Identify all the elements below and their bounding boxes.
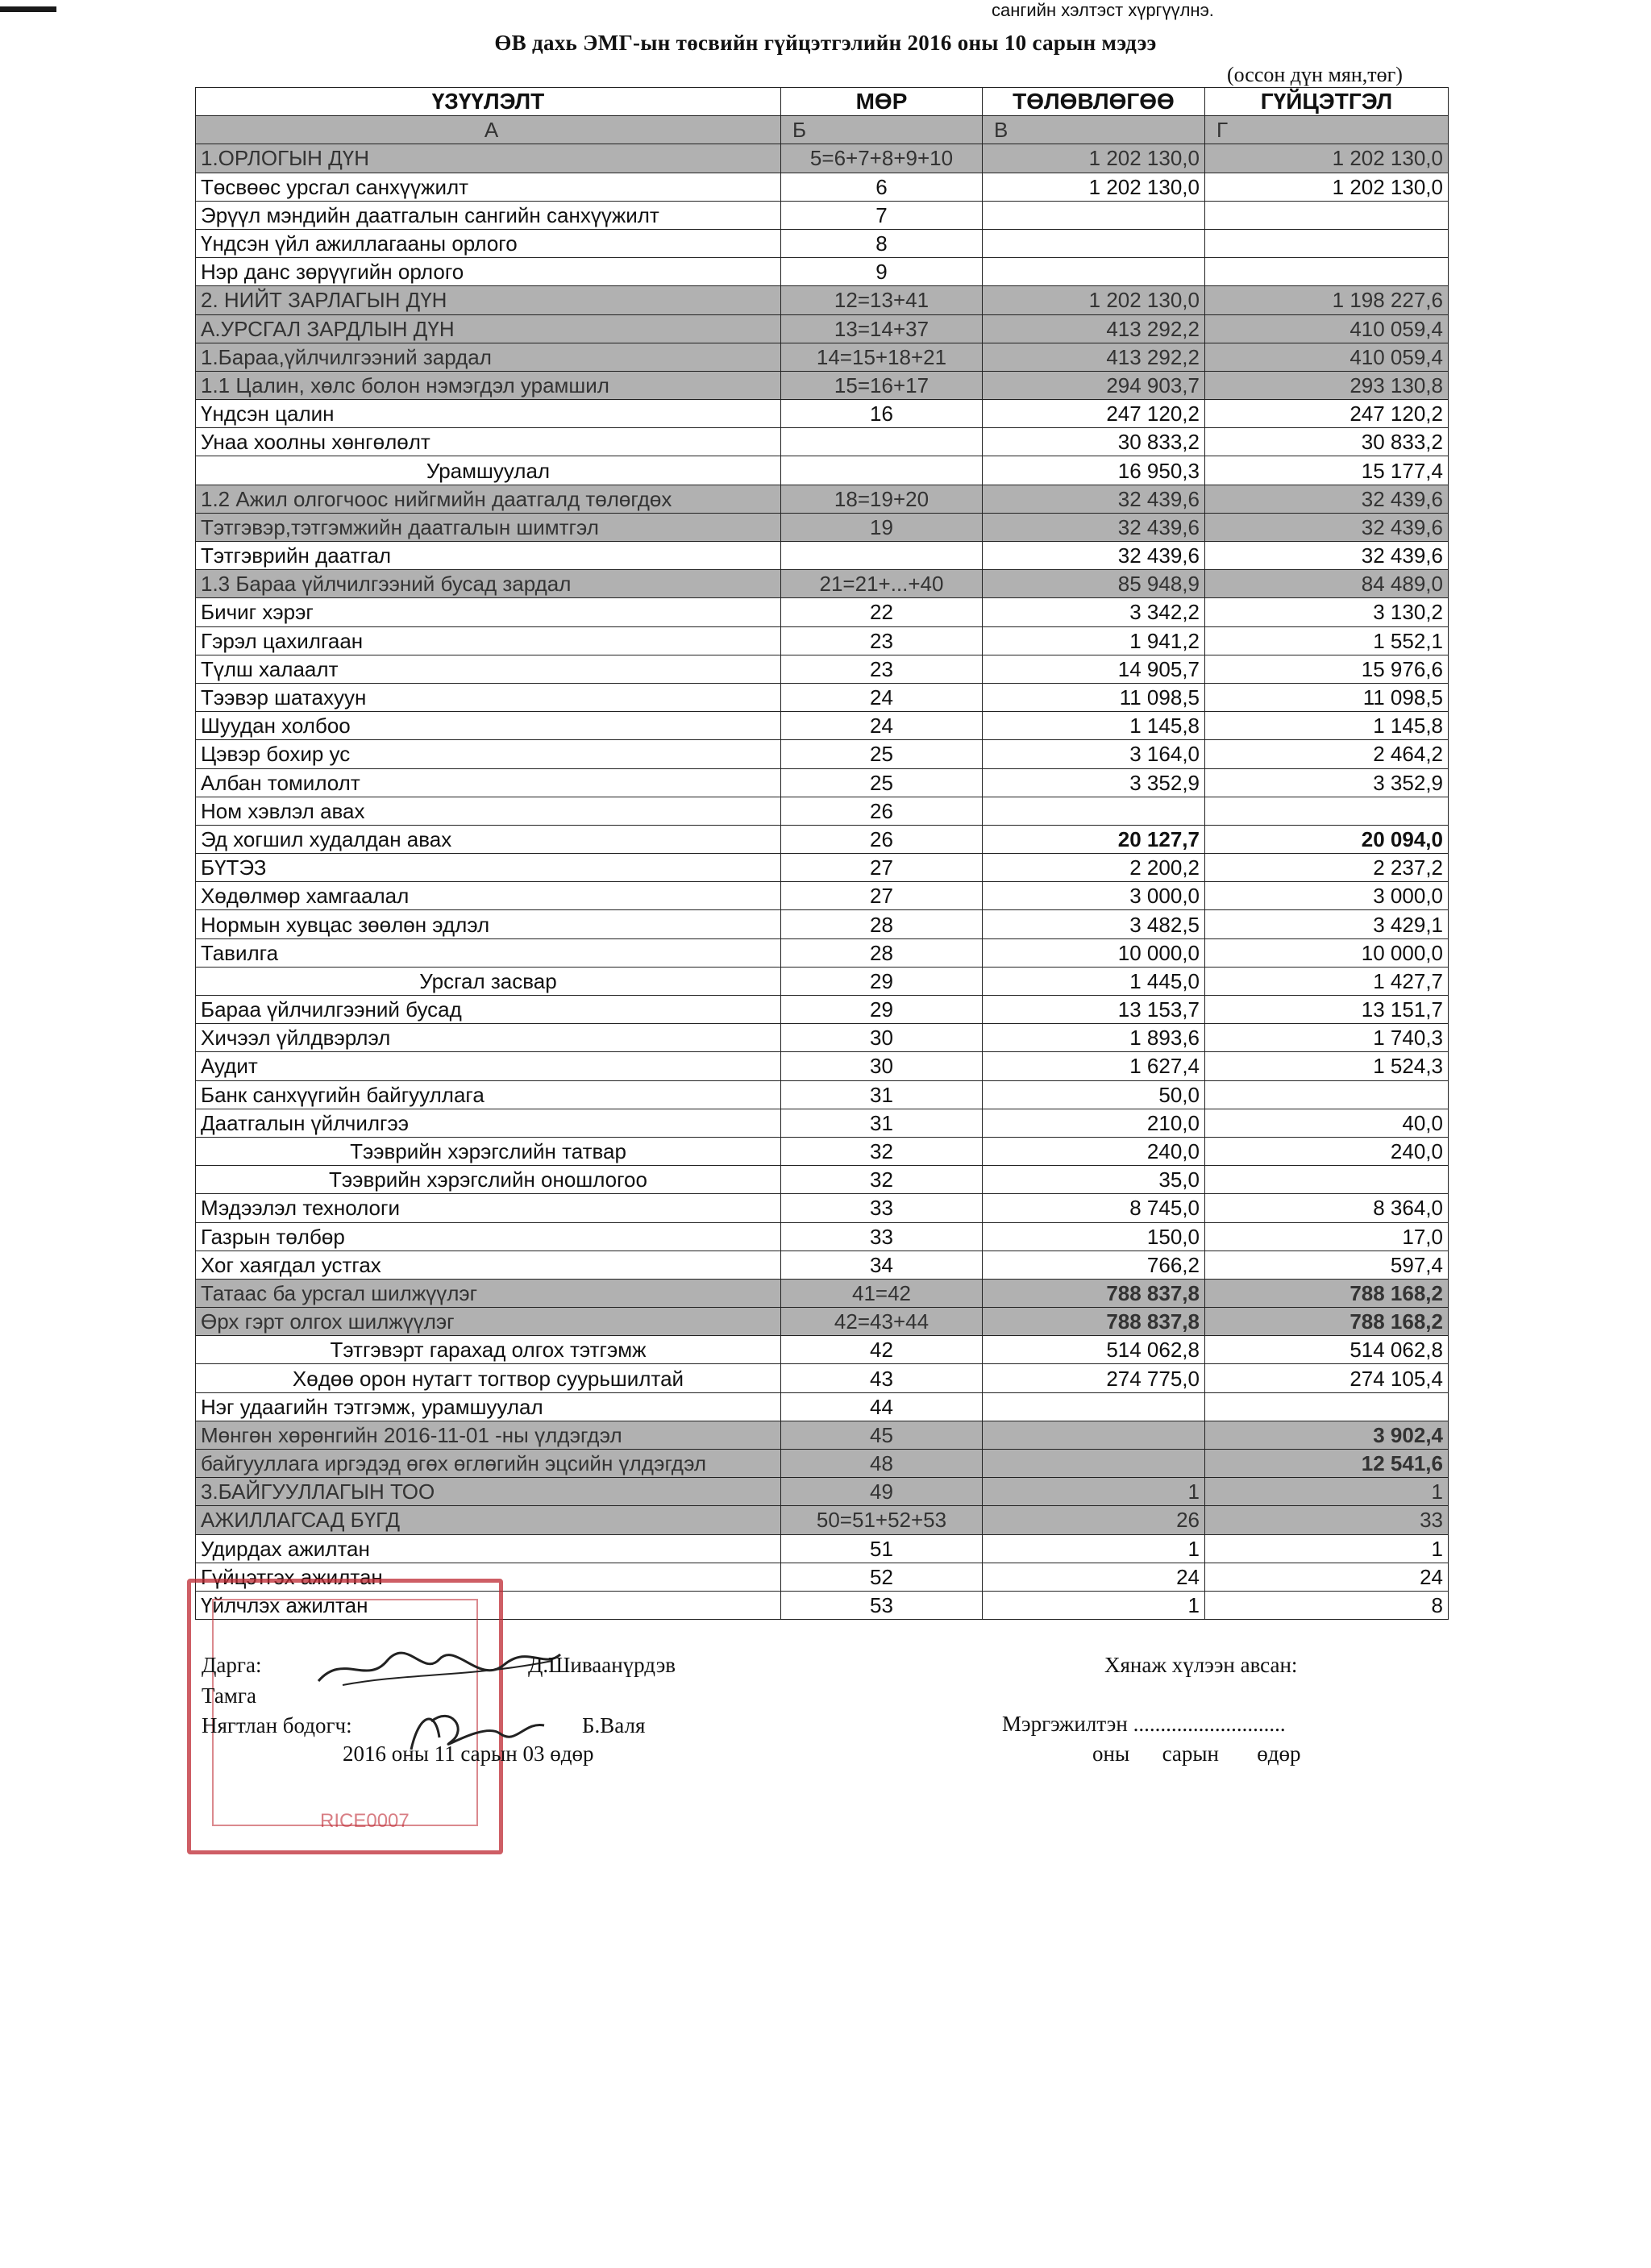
row-indicator: Түлш халаалт	[196, 655, 781, 683]
row-number: 28	[781, 910, 983, 938]
table-row	[196, 1336, 1449, 1364]
actual-value: 1 524,3	[1205, 1052, 1449, 1080]
row-indicator: Тэтгэвэрт гарахад олгох тэтгэмж	[196, 1336, 781, 1364]
plan-value	[983, 797, 1205, 825]
table-row	[196, 1024, 1449, 1052]
row-indicator: Тавилга	[196, 938, 781, 967]
actual-value	[1205, 201, 1449, 229]
row-number: 50=51+52+53	[781, 1506, 983, 1534]
plan-value: 150,0	[983, 1222, 1205, 1251]
actual-value: 1 202 130,0	[1205, 144, 1449, 173]
row-indicator: Төсвөөс урсгал санхүүжилт	[196, 173, 781, 201]
row-number: 7	[781, 201, 983, 229]
row-indicator: Татаас ба урсгал шилжүүлэг	[196, 1279, 781, 1307]
row-number: 43	[781, 1364, 983, 1392]
actual-value: 20 094,0	[1205, 825, 1449, 853]
row-indicator: Цэвэр бохир ус	[196, 740, 781, 768]
row-indicator: Бараа үйлчилгээний бусад	[196, 996, 781, 1024]
row-number: 42=43+44	[781, 1308, 983, 1336]
table-row	[196, 910, 1449, 938]
actual-value	[1205, 229, 1449, 257]
actual-value: 247 120,2	[1205, 400, 1449, 428]
row-indicator: Тэтгэврийн даатгал	[196, 542, 781, 570]
table-row	[196, 1308, 1449, 1336]
table-row	[196, 173, 1449, 201]
table-row	[196, 967, 1449, 995]
table-row	[196, 371, 1449, 399]
row-number: 6	[781, 173, 983, 201]
col-header-indicator: ҮЗҮҮЛЭЛТ	[196, 88, 781, 116]
plan-value: 1	[983, 1478, 1205, 1506]
accountant-label: Нягтлан бодогч:	[202, 1713, 352, 1737]
row-number: 33	[781, 1194, 983, 1222]
table-row	[196, 400, 1449, 428]
plan-value	[983, 258, 1205, 286]
row-indicator: БҮТЭЗ	[196, 854, 781, 882]
row-number: 51	[781, 1534, 983, 1563]
table-row	[196, 428, 1449, 456]
table-row	[196, 882, 1449, 910]
col-header-row-number: МӨР	[781, 88, 983, 116]
row-indicator: 1.ОРЛОГЫН ДҮН	[196, 144, 781, 173]
row-number: 24	[781, 683, 983, 711]
accountant-name: Б.Валя	[582, 1713, 646, 1737]
stamp-label: Тамга	[202, 1683, 256, 1708]
row-number: 49	[781, 1478, 983, 1506]
plan-value: 766,2	[983, 1251, 1205, 1279]
row-indicator: Хөдөлмөр хамгаалал	[196, 882, 781, 910]
row-number: 8	[781, 229, 983, 257]
plan-value: 14 905,7	[983, 655, 1205, 683]
actual-value: 293 130,8	[1205, 371, 1449, 399]
plan-value	[983, 1450, 1205, 1478]
actual-value: 788 168,2	[1205, 1279, 1449, 1307]
row-indicator: Урсгал засвар	[196, 967, 781, 995]
plan-value: 2 200,2	[983, 854, 1205, 882]
table-row	[196, 1392, 1449, 1421]
actual-value: 40,0	[1205, 1109, 1449, 1137]
row-number	[781, 542, 983, 570]
actual-value: 13 151,7	[1205, 996, 1449, 1024]
row-number: 32	[781, 1166, 983, 1194]
actual-value: 11 098,5	[1205, 683, 1449, 711]
table-row	[196, 1137, 1449, 1165]
row-number: 23	[781, 655, 983, 683]
table-row	[196, 825, 1449, 853]
table-row	[196, 258, 1449, 286]
actual-value: 2 237,2	[1205, 854, 1449, 882]
table-row	[196, 1364, 1449, 1392]
row-indicator: Урамшуулал	[196, 456, 781, 485]
corner-mark	[0, 6, 56, 12]
plan-value	[983, 201, 1205, 229]
row-indicator: Удирдах ажилтан	[196, 1534, 781, 1563]
actual-value: 12 541,6	[1205, 1450, 1449, 1478]
table-row	[196, 343, 1449, 371]
row-indicator: Гэрэл цахилгаан	[196, 626, 781, 655]
plan-value: 3 342,2	[983, 598, 1205, 626]
column-letter: Г	[1205, 116, 1449, 144]
plan-value: 1 893,6	[983, 1024, 1205, 1052]
row-indicator: Бичиг хэрэг	[196, 598, 781, 626]
row-number	[781, 428, 983, 456]
plan-value: 32 439,6	[983, 542, 1205, 570]
actual-value: 274 105,4	[1205, 1364, 1449, 1392]
director-name: Д.Шиваанүрдэв	[528, 1653, 676, 1677]
table-row	[196, 542, 1449, 570]
actual-value: 8	[1205, 1591, 1449, 1619]
row-number: 26	[781, 825, 983, 853]
row-number: 19	[781, 513, 983, 541]
table-header-row	[196, 88, 1449, 116]
row-number: 18=19+20	[781, 485, 983, 513]
actual-value: 32 439,6	[1205, 542, 1449, 570]
row-number: 32	[781, 1137, 983, 1165]
row-number: 5=6+7+8+9+10	[781, 144, 983, 173]
row-indicator: АЖИЛЛАГСАД БҮГД	[196, 1506, 781, 1534]
page-title: ӨВ дахь ЭМГ-ын төсвийн гүйцэтгэлийн 2016 оны 10 сарын мэдээ	[494, 31, 1157, 55]
actual-value: 15 177,4	[1205, 456, 1449, 485]
row-indicator: Тээврийн хэрэгслийн оношлогоо	[196, 1166, 781, 1194]
plan-value: 10 000,0	[983, 938, 1205, 967]
stamp-code: RICE0007	[320, 1810, 410, 1832]
plan-value: 1 202 130,0	[983, 286, 1205, 314]
row-number: 25	[781, 768, 983, 797]
actual-value	[1205, 1392, 1449, 1421]
table-row	[196, 286, 1449, 314]
table-row	[196, 1251, 1449, 1279]
table-row	[196, 655, 1449, 683]
header-note: сангийн хэлтэст хүргүүлнэ.	[992, 0, 1214, 20]
plan-value: 788 837,8	[983, 1308, 1205, 1336]
table-row	[196, 314, 1449, 343]
table-row	[196, 768, 1449, 797]
row-indicator: А.УРСГАЛ ЗАРДЛЫН ДҮН	[196, 314, 781, 343]
row-number: 15=16+17	[781, 371, 983, 399]
plan-value: 1 941,2	[983, 626, 1205, 655]
actual-value: 1	[1205, 1534, 1449, 1563]
row-indicator: Тэтгэвэр,тэтгэмжийн даатгалын шимтгэл	[196, 513, 781, 541]
actual-value: 788 168,2	[1205, 1308, 1449, 1336]
row-indicator: Үндсэн цалин	[196, 400, 781, 428]
row-number: 29	[781, 967, 983, 995]
plan-value: 413 292,2	[983, 343, 1205, 371]
row-indicator: Гүйцэтгэх ажилтан	[196, 1563, 781, 1591]
table-row	[196, 1194, 1449, 1222]
row-number: 31	[781, 1109, 983, 1137]
director-label: Дарга:	[202, 1653, 262, 1677]
plan-value	[983, 229, 1205, 257]
actual-value: 17,0	[1205, 1222, 1449, 1251]
plan-value: 1 627,4	[983, 1052, 1205, 1080]
plan-value: 85 948,9	[983, 570, 1205, 598]
plan-value: 240,0	[983, 1137, 1205, 1165]
actual-value: 15 976,6	[1205, 655, 1449, 683]
plan-value: 1 202 130,0	[983, 144, 1205, 173]
row-number: 9	[781, 258, 983, 286]
actual-value: 597,4	[1205, 1251, 1449, 1279]
row-indicator: Өрх гэрт олгох шилжүүлэг	[196, 1308, 781, 1336]
row-number: 42	[781, 1336, 983, 1364]
row-indicator: Үндсэн үйл ажиллагааны орлого	[196, 229, 781, 257]
row-number: 53	[781, 1591, 983, 1619]
table-row	[196, 683, 1449, 711]
row-indicator: Албан томилолт	[196, 768, 781, 797]
actual-value: 10 000,0	[1205, 938, 1449, 967]
table-row	[196, 456, 1449, 485]
row-number: 24	[781, 712, 983, 740]
plan-value: 210,0	[983, 1109, 1205, 1137]
row-indicator: Даатгалын үйлчилгээ	[196, 1109, 781, 1137]
table-row	[196, 570, 1449, 598]
row-indicator: Үйлчлэх ажилтан	[196, 1591, 781, 1619]
actual-value: 32 439,6	[1205, 485, 1449, 513]
plan-value: 30 833,2	[983, 428, 1205, 456]
row-indicator: 1.2 Ажил олгогчоос нийгмийн даатгалд төлөгдөх	[196, 485, 781, 513]
actual-value: 3 429,1	[1205, 910, 1449, 938]
actual-value: 84 489,0	[1205, 570, 1449, 598]
row-indicator: Шуудан холбоо	[196, 712, 781, 740]
actual-value: 410 059,4	[1205, 314, 1449, 343]
table-row	[196, 1052, 1449, 1080]
actual-value: 410 059,4	[1205, 343, 1449, 371]
table-row	[196, 854, 1449, 882]
row-number: 12=13+41	[781, 286, 983, 314]
actual-value: 1 427,7	[1205, 967, 1449, 995]
row-number: 14=15+18+21	[781, 343, 983, 371]
actual-value: 1 198 227,6	[1205, 286, 1449, 314]
row-indicator: Унаа хоолны хөнгөлөлт	[196, 428, 781, 456]
row-number: 31	[781, 1080, 983, 1109]
actual-value: 3 130,2	[1205, 598, 1449, 626]
table-row	[196, 740, 1449, 768]
table-row	[196, 626, 1449, 655]
plan-value: 1	[983, 1534, 1205, 1563]
budget-report-table	[195, 87, 1449, 1620]
row-indicator: 2. НИЙТ ЗАРЛАГЫН ДҮН	[196, 286, 781, 314]
row-number: 45	[781, 1421, 983, 1449]
row-number: 30	[781, 1052, 983, 1080]
table-row	[196, 1421, 1449, 1449]
actual-value: 30 833,2	[1205, 428, 1449, 456]
table-row	[196, 1080, 1449, 1109]
plan-value: 20 127,7	[983, 825, 1205, 853]
actual-value: 1 552,1	[1205, 626, 1449, 655]
table-row	[196, 996, 1449, 1024]
actual-value: 1 740,3	[1205, 1024, 1449, 1052]
plan-value: 3 482,5	[983, 910, 1205, 938]
plan-value: 26	[983, 1506, 1205, 1534]
actual-value: 1	[1205, 1478, 1449, 1506]
row-indicator: Эрүүл мэндийн даатгалын сангийн санхүүжилт	[196, 201, 781, 229]
row-indicator: Аудит	[196, 1052, 781, 1080]
row-indicator: 3.БАЙГУУЛЛАГЫН ТОО	[196, 1478, 781, 1506]
plan-value: 1 145,8	[983, 712, 1205, 740]
row-number: 41=42	[781, 1279, 983, 1307]
plan-value: 294 903,7	[983, 371, 1205, 399]
table-row	[196, 1450, 1449, 1478]
row-indicator: Мэдээлэл технологи	[196, 1194, 781, 1222]
row-indicator: Нэг удаагийн тэтгэмж, урамшуулал	[196, 1392, 781, 1421]
row-number: 22	[781, 598, 983, 626]
row-number: 52	[781, 1563, 983, 1591]
actual-value	[1205, 258, 1449, 286]
column-letter: Б	[781, 116, 983, 144]
table-row	[196, 1279, 1449, 1307]
row-indicator: Тээвэр шатахуун	[196, 683, 781, 711]
row-indicator: 1.1 Цалин, хөлс болон нэмэгдэл урамшил	[196, 371, 781, 399]
actual-value	[1205, 1080, 1449, 1109]
unit-note: (оссон дүн мян,төг)	[1227, 63, 1403, 86]
actual-value: 8 364,0	[1205, 1194, 1449, 1222]
actual-value: 514 062,8	[1205, 1336, 1449, 1364]
specialist-label: Мэргэжилтэн ............................	[1002, 1712, 1286, 1736]
table-row	[196, 1534, 1449, 1563]
row-number: 21=21+...+40	[781, 570, 983, 598]
row-indicator: байгууллага иргэдэд өгөх өглөгийн эцсийн үлдэгдэл	[196, 1450, 781, 1478]
row-number: 29	[781, 996, 983, 1024]
table-row	[196, 712, 1449, 740]
plan-value: 16 950,3	[983, 456, 1205, 485]
row-number: 23	[781, 626, 983, 655]
actual-value: 3 902,4	[1205, 1421, 1449, 1449]
table-row	[196, 1222, 1449, 1251]
plan-value: 13 153,7	[983, 996, 1205, 1024]
row-number: 25	[781, 740, 983, 768]
plan-value: 24	[983, 1563, 1205, 1591]
actual-value: 24	[1205, 1563, 1449, 1591]
col-header-actual: ГҮЙЦЭТГЭЛ	[1205, 88, 1449, 116]
row-number: 44	[781, 1392, 983, 1421]
plan-value: 11 098,5	[983, 683, 1205, 711]
table-row	[196, 1478, 1449, 1506]
actual-value: 33	[1205, 1506, 1449, 1534]
actual-value: 3 000,0	[1205, 882, 1449, 910]
plan-value: 32 439,6	[983, 513, 1205, 541]
actual-value	[1205, 1166, 1449, 1194]
plan-value: 3 352,9	[983, 768, 1205, 797]
actual-value	[1205, 797, 1449, 825]
plan-value	[983, 1392, 1205, 1421]
table-row	[196, 1166, 1449, 1194]
actual-value: 3 352,9	[1205, 768, 1449, 797]
row-number: 34	[781, 1251, 983, 1279]
row-number: 26	[781, 797, 983, 825]
row-indicator: Хог хаягдал устгах	[196, 1251, 781, 1279]
row-indicator: Мөнгөн хөрөнгийн 2016-11-01 -ны үлдэгдэл	[196, 1421, 781, 1449]
actual-value: 1 202 130,0	[1205, 173, 1449, 201]
plan-value: 8 745,0	[983, 1194, 1205, 1222]
table-row	[196, 201, 1449, 229]
plan-value: 788 837,8	[983, 1279, 1205, 1307]
column-letter-row	[196, 116, 1449, 144]
review-label: Хянаж хүлээн авсан:	[1104, 1653, 1298, 1677]
row-number: 16	[781, 400, 983, 428]
row-indicator: Хичээл үйлдвэрлэл	[196, 1024, 781, 1052]
plan-value: 3 000,0	[983, 882, 1205, 910]
table-row	[196, 229, 1449, 257]
plan-value: 1	[983, 1591, 1205, 1619]
row-number: 48	[781, 1450, 983, 1478]
row-number: 30	[781, 1024, 983, 1052]
table-body	[196, 144, 1449, 1620]
table-row	[196, 797, 1449, 825]
row-number: 27	[781, 854, 983, 882]
report-date: 2016 оны 11 сарын 03 өдөр	[343, 1742, 594, 1766]
row-number: 13=14+37	[781, 314, 983, 343]
actual-value: 2 464,2	[1205, 740, 1449, 768]
col-header-plan: ТӨЛӨВЛӨГӨӨ	[983, 88, 1205, 116]
row-number: 28	[781, 938, 983, 967]
row-indicator: 1.3 Бараа үйлчилгээний бусад зардал	[196, 570, 781, 598]
column-letter: А	[196, 116, 781, 144]
row-number: 33	[781, 1222, 983, 1251]
table-row	[196, 485, 1449, 513]
actual-value: 32 439,6	[1205, 513, 1449, 541]
plan-value: 1 445,0	[983, 967, 1205, 995]
row-number: 27	[781, 882, 983, 910]
row-indicator: Эд хогшил худалдан авах	[196, 825, 781, 853]
plan-value: 1 202 130,0	[983, 173, 1205, 201]
row-indicator: Банк санхүүгийн байгууллага	[196, 1080, 781, 1109]
row-indicator: Нэр данс зөрүүгийн орлого	[196, 258, 781, 286]
row-indicator: Тээврийн хэрэгслийн татвар	[196, 1137, 781, 1165]
plan-value: 35,0	[983, 1166, 1205, 1194]
plan-value: 274 775,0	[983, 1364, 1205, 1392]
actual-value: 1 145,8	[1205, 712, 1449, 740]
row-indicator: Хөдөө орон нутагт тогтвор суурьшилтай	[196, 1364, 781, 1392]
table-row	[196, 938, 1449, 967]
plan-value: 247 120,2	[983, 400, 1205, 428]
table-row	[196, 1506, 1449, 1534]
row-indicator: Ном хэвлэл авах	[196, 797, 781, 825]
row-indicator: Нормын хувцас зөөлөн эдлэл	[196, 910, 781, 938]
plan-value: 3 164,0	[983, 740, 1205, 768]
actual-value: 240,0	[1205, 1137, 1449, 1165]
row-indicator: 1.Бараа,үйлчилгээний зардал	[196, 343, 781, 371]
plan-value: 32 439,6	[983, 485, 1205, 513]
table-row	[196, 513, 1449, 541]
plan-value: 413 292,2	[983, 314, 1205, 343]
review-date-blank: оны сарын өдөр	[1092, 1742, 1301, 1766]
column-letter: В	[983, 116, 1205, 144]
table-row	[196, 144, 1449, 173]
table-row	[196, 1109, 1449, 1137]
row-indicator: Газрын төлбөр	[196, 1222, 781, 1251]
table-row	[196, 598, 1449, 626]
row-number	[781, 456, 983, 485]
plan-value: 514 062,8	[983, 1336, 1205, 1364]
plan-value	[983, 1421, 1205, 1449]
plan-value: 50,0	[983, 1080, 1205, 1109]
